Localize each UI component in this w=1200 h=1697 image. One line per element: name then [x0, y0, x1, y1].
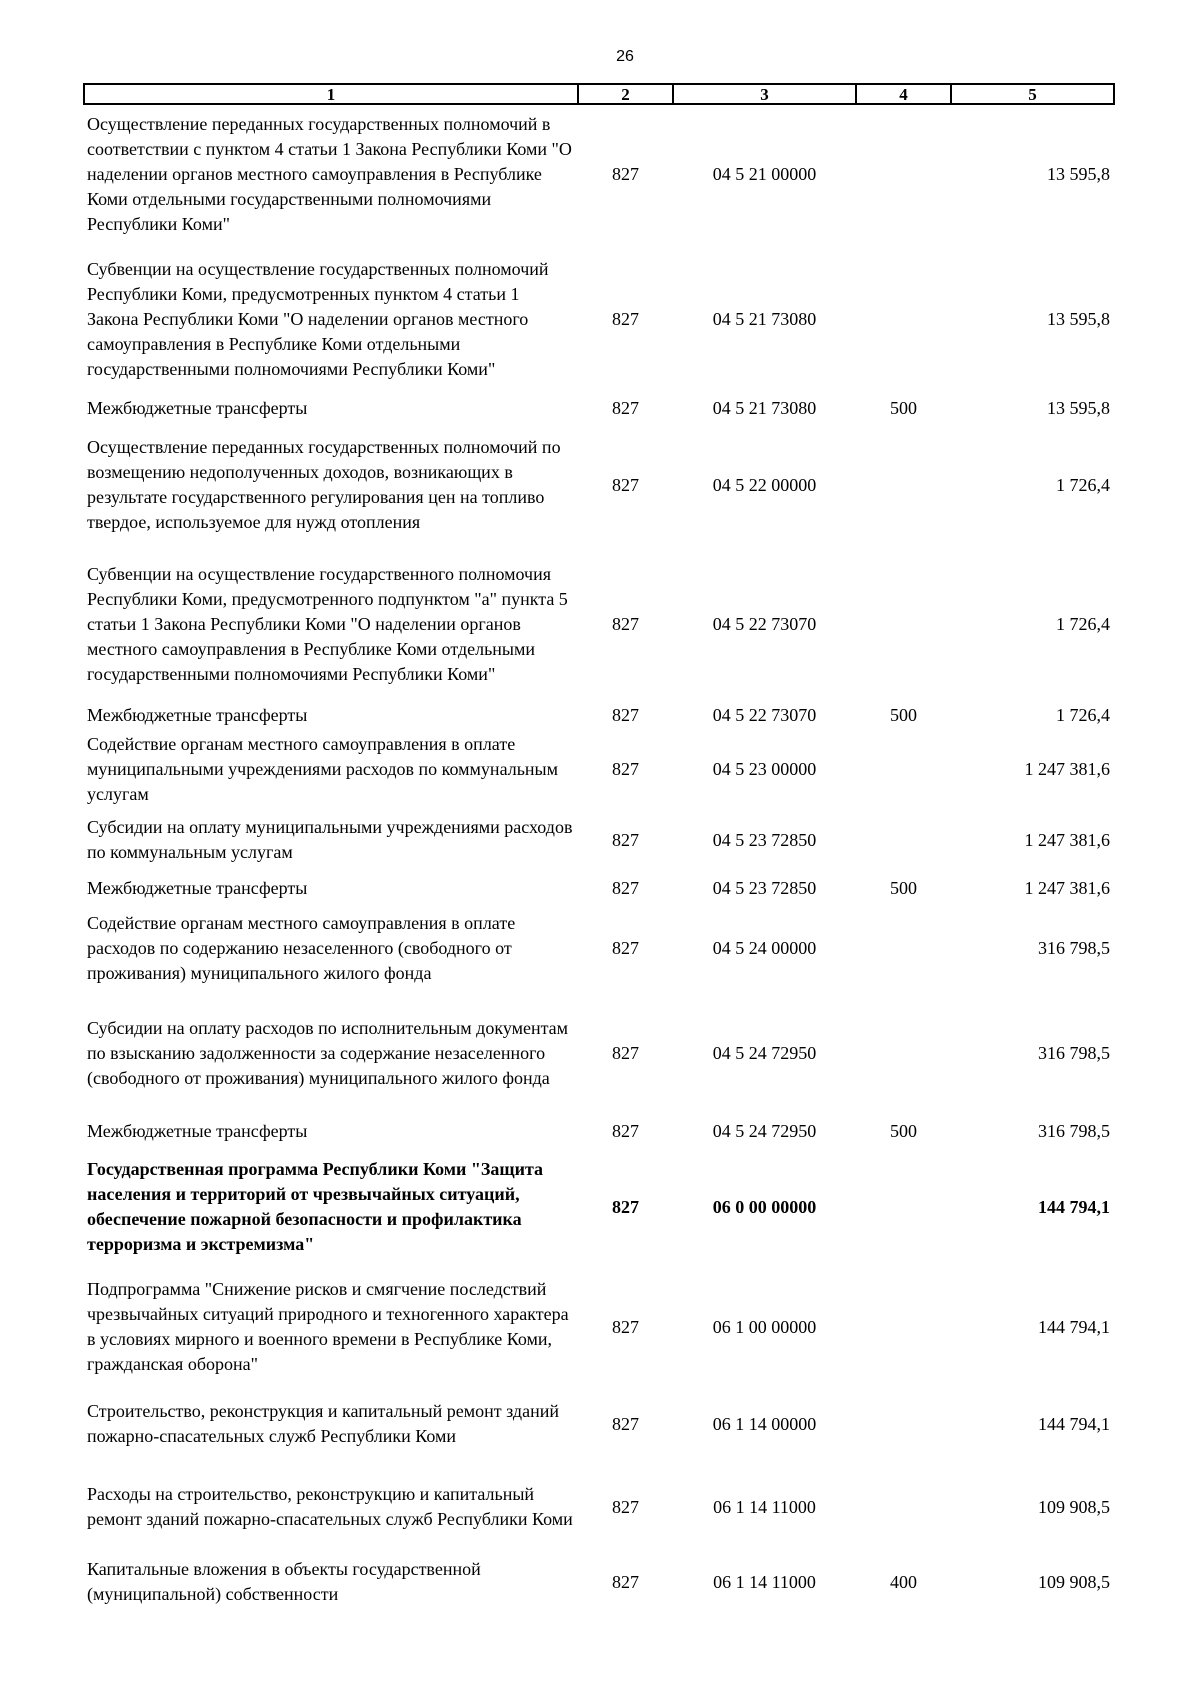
- row-target-code: 04 5 21 00000: [712, 164, 817, 184]
- row-target-code: 04 5 23 00000: [712, 759, 817, 779]
- row-amount: 316 798,5: [1038, 937, 1110, 958]
- row-name: Субвенции на осуществление государственного полномочия Республики Коми, предусмотренного подпунктом "а" пункта 5 статьи 1 Закона Республики Коми "О наделении органов местного самоуправления в Республике Коми отдельными государственными полномочиями Республики Коми": [87, 563, 568, 684]
- row-amount: 1 247 381,6: [1024, 759, 1110, 779]
- col-header-4: 4: [856, 84, 951, 104]
- budget-table: [83, 83, 1115, 1611]
- table-row: [84, 871, 1114, 905]
- row-target-code: 06 0 00 00000: [712, 1196, 817, 1217]
- row-amount: 144 794,1: [1038, 1413, 1110, 1434]
- row-amount: 1 726,4: [1056, 474, 1110, 495]
- row-name: Подпрограмма "Снижение рисков и смягчение последствий чрезвычайных ситуаций природного и техногенного характера в условиях мирного и военного времени в Республике Коми, гражданская оборона": [87, 1279, 569, 1374]
- row-target-code: 04 5 23 72850: [712, 829, 817, 850]
- row-expense-type: [856, 730, 951, 809]
- row-amount: 13 595,8: [1047, 164, 1110, 184]
- row-target-code: 04 5 21 73080: [712, 308, 817, 329]
- row-target-code: 04 5 24 72950: [712, 1120, 817, 1141]
- row-name: Межбюджетные трансферты: [87, 1120, 308, 1141]
- row-amount: 1 726,4: [1056, 705, 1110, 725]
- row-target-code: 04 5 24 72950: [712, 1042, 817, 1063]
- table-row: [84, 809, 1114, 871]
- row-name: Межбюджетные трансферты: [87, 877, 308, 898]
- row-org-code: 827: [612, 398, 639, 418]
- row-amount: 13 595,8: [1047, 398, 1110, 418]
- header-row: [84, 84, 1114, 104]
- row-amount: 1 726,4: [1056, 613, 1110, 634]
- row-expense-type: [856, 991, 951, 1115]
- row-org-code: 827: [612, 1496, 639, 1517]
- row-amount: 1 247 381,6: [1024, 829, 1110, 850]
- row-org-code: 827: [612, 1042, 639, 1063]
- row-org-code: 827: [612, 877, 639, 898]
- row-target-code: 06 1 14 11000: [713, 1571, 816, 1592]
- row-amount: 109 908,5: [1038, 1571, 1110, 1592]
- col-header-5: 5: [951, 84, 1114, 104]
- row-org-code: 827: [612, 164, 639, 184]
- row-amount: 1 247 381,6: [1024, 877, 1110, 898]
- col-header-3: 3: [673, 84, 856, 104]
- table-row: [84, 104, 1114, 244]
- row-org-code: 827: [612, 759, 639, 779]
- page-number: 26: [616, 48, 634, 65]
- row-amount: 144 794,1: [1038, 1196, 1110, 1217]
- row-name: Осуществление переданных государственных полномочий по возмещению недополученных доходов, возникающих в результате государственного регулирования цен на топливо твердое, используемое для нужд отопления: [87, 437, 561, 532]
- row-target-code: 06 1 14 11000: [713, 1496, 816, 1517]
- table-row: [84, 1461, 1114, 1553]
- row-name: Межбюджетные трансферты: [87, 398, 308, 418]
- row-amount: 13 595,8: [1047, 308, 1110, 329]
- row-amount: 316 798,5: [1038, 1120, 1110, 1141]
- row-expense-type: 500: [890, 705, 917, 725]
- row-target-code: 04 5 22 73070: [712, 613, 817, 634]
- row-target-code: 06 1 00 00000: [712, 1316, 817, 1337]
- row-org-code: 827: [612, 308, 639, 329]
- row-expense-type: [856, 1147, 951, 1267]
- col-header-2: 2: [578, 84, 673, 104]
- row-amount: 109 908,5: [1038, 1496, 1110, 1517]
- row-name: Строительство, реконструкция и капитальный ремонт зданий пожарно-спасательных служб Республики Коми: [87, 1401, 559, 1446]
- row-expense-type: [856, 1461, 951, 1553]
- row-org-code: 827: [612, 474, 639, 495]
- row-expense-type: [856, 547, 951, 701]
- row-amount: 144 794,1: [1038, 1316, 1110, 1337]
- row-name: Субсидии на оплату муниципальными учреждениями расходов по коммунальным услугам: [87, 817, 573, 862]
- row-name: Содействие органам местного самоуправления в оплате расходов по содержанию незаселенного (свободного от проживания) муниципального жилого фонда: [87, 912, 516, 983]
- row-target-code: 04 5 24 00000: [712, 937, 817, 958]
- table-row: [84, 1553, 1114, 1611]
- row-expense-type: 400: [890, 1571, 917, 1592]
- table-row: [84, 1147, 1114, 1267]
- row-name: Государственная программа Республики Коми "Защита населения и территорий от чрезвычайных ситуаций, обеспечение пожарной безопасности и профилактика терроризма и экстремизма": [87, 1159, 544, 1254]
- table-row: [84, 394, 1114, 423]
- row-org-code: 827: [612, 1120, 639, 1141]
- table-row: [84, 423, 1114, 547]
- row-expense-type: [856, 104, 951, 244]
- row-expense-type: [856, 905, 951, 991]
- row-name: Межбюджетные трансферты: [87, 705, 308, 725]
- table-row: [84, 701, 1114, 730]
- table-row: [84, 905, 1114, 991]
- row-name: Расходы на строительство, реконструкцию и капитальный ремонт зданий пожарно-спасательных служб Республики Коми: [87, 1484, 573, 1529]
- row-target-code: 04 5 21 73080: [712, 398, 817, 418]
- row-name: Осуществление переданных государственных полномочий в соответствии с пунктом 4 статьи 1 Закона Республики Коми "О наделении органов местного самоуправления в Республике Коми отдельными государственными полномочиями Республики Коми": [87, 114, 572, 234]
- row-expense-type: [856, 423, 951, 547]
- row-name: Субвенции на осуществление государственных полномочий Республики Коми, предусмотренных пунктом 4 статьи 1 Закона Республики Коми "О наделении органов местного самоуправления в Республике Коми отдельными государственными полномочиями Республики Коми": [87, 258, 549, 379]
- row-target-code: 06 1 14 00000: [712, 1413, 817, 1434]
- table-row: [84, 1387, 1114, 1461]
- row-name: Капитальные вложения в объекты государственной (муниципальной) собственности: [87, 1559, 481, 1604]
- row-expense-type: 500: [890, 398, 917, 418]
- row-amount: 316 798,5: [1038, 1042, 1110, 1063]
- table-row: [84, 244, 1114, 394]
- row-target-code: 04 5 22 73070: [712, 705, 817, 725]
- table-row: [84, 991, 1114, 1115]
- table-row: [84, 1267, 1114, 1387]
- col-header-1: 1: [84, 84, 578, 104]
- table-row: [84, 1115, 1114, 1147]
- row-target-code: 04 5 23 72850: [712, 877, 817, 898]
- row-expense-type: 500: [890, 877, 917, 898]
- row-expense-type: [856, 244, 951, 394]
- row-org-code: 827: [612, 705, 639, 725]
- row-org-code: 827: [612, 1196, 639, 1217]
- row-expense-type: [856, 1267, 951, 1387]
- row-expense-type: 500: [890, 1120, 917, 1141]
- row-org-code: 827: [612, 1413, 639, 1434]
- row-target-code: 04 5 22 00000: [712, 474, 817, 495]
- row-name: Субсидии на оплату расходов по исполнительным документам по взысканию задолженности за содержание незаселенного (свободного от проживания) муниципального жилого фонда: [87, 1017, 569, 1088]
- row-name: Содействие органам местного самоуправления в оплате муниципальными учреждениями расходов по коммунальным услугам: [87, 734, 559, 804]
- row-org-code: 827: [612, 1571, 639, 1592]
- table-row: [84, 547, 1114, 701]
- row-expense-type: [856, 809, 951, 871]
- table-row: [84, 730, 1114, 809]
- row-org-code: 827: [612, 1316, 639, 1337]
- row-org-code: 827: [612, 613, 639, 634]
- row-org-code: 827: [612, 937, 639, 958]
- row-expense-type: [856, 1387, 951, 1461]
- row-org-code: 827: [612, 829, 639, 850]
